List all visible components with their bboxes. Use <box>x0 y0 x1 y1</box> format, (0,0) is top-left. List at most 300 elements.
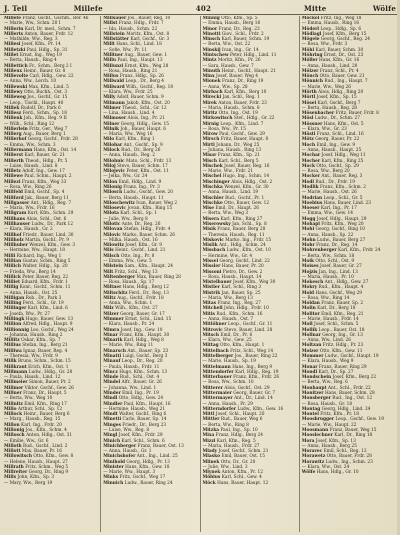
entry-details: Wenzel, Kfm., Gew. 3 <box>29 243 76 249</box>
entry-details: Emil, Dr., Pr. 6 <box>220 332 253 338</box>
entry-details: — Anna, Hausb., Ost. 25 <box>4 290 58 296</box>
entry-details: — Berta, Ww., Ost. 22 <box>202 42 251 48</box>
entry-surname: Moosmann <box>301 427 329 433</box>
entry-details: — Emma, Ww., Schm. 3 <box>4 142 56 148</box>
entry-surname: Möstl <box>301 132 316 138</box>
entry-surname: Mitlöhner <box>202 322 227 328</box>
entry-details: Fritz, Kfm., Pr. 18 <box>320 412 360 418</box>
entry-details: — Rosa, Ww., Frdr. 3 <box>301 42 348 48</box>
entry-surname: Milock <box>103 148 120 154</box>
entry-details: — Anna, Hausb., Lind. 20 <box>301 63 358 69</box>
entry-details: — Maria, Hausb., Pr. 10 <box>301 274 354 280</box>
entry-surname: Möhring <box>301 52 323 58</box>
entry-details: Otto, Bauer, Gew. 12 <box>224 200 270 206</box>
entry-details: Georg, Ing., Gr. 13 <box>322 332 363 338</box>
entry-surname: Milligan <box>4 295 25 301</box>
entry-details: Marko, Ing., Frdr. 15 <box>225 237 272 243</box>
entry-details: Rob., Dr., Park 3 <box>25 295 62 301</box>
entry-surname: Mölzer <box>301 68 319 74</box>
entry-surname: Mischek <box>202 163 223 169</box>
entry-surname: Milosevic <box>103 206 127 212</box>
entry-surname: Millionnig <box>4 327 30 333</box>
entry-surname: Milleux <box>4 68 23 74</box>
entry-details: Karl, Ing., Pr. 17 <box>320 206 357 212</box>
entry-details: Hans, Bauer, Pr. 20 <box>221 264 264 270</box>
entry-details: Franz, Dr., Reg. 14 <box>316 243 358 249</box>
entry-surname: Monitzer <box>301 390 324 396</box>
entry-details: Ludw., Kfm., Ost. 10 <box>226 248 271 254</box>
entry-surname: Mittermayer <box>202 396 233 402</box>
entry-details: — Rosa, Ww., Ring 14 <box>301 295 350 301</box>
entry-details: Otto, Kfm., Sp. 5 <box>221 16 258 21</box>
entry-details: Karl, Kfm., Lind. 6 <box>27 306 68 312</box>
entry-surname: Minder <box>103 390 121 396</box>
page-header <box>4 2 396 14</box>
entry-details: Rud., Ing., Ost. 12 <box>332 396 373 402</box>
entry-details: Aug., Gschf., Frdr. 18 <box>117 295 164 301</box>
entry-details: — Luise, Hausb., Lind. 8 <box>4 163 58 169</box>
entry-details: Karl, Ing., Frdr. 20 <box>21 422 62 428</box>
entry-details: Leo, Gschf., Weg 24 <box>30 327 74 333</box>
entry-details: Franz, Hdlg., Berg 24 <box>215 433 264 439</box>
entry-details: Josef, Kfm., Gr. 9 <box>125 243 162 249</box>
entry-details: Emil, Hdlg., Lind. 9 <box>118 179 162 185</box>
entry-surname: Mösenbacher <box>301 111 335 117</box>
entry-details: Joh., Bauer, Haupt. 6 <box>120 126 166 132</box>
entry-surname: Milliwa <box>4 348 22 354</box>
entry-details: Fritz, Ger., Weg 7 <box>29 126 68 132</box>
entry-details: Ludw., Bauer, Berg 27 <box>317 237 366 243</box>
entry-surname: Millgram <box>4 211 27 217</box>
entry-details: Fritz, Schm., Weg 5 <box>25 464 69 470</box>
entry-surname: Millick <box>4 274 21 280</box>
entry-details: Franz, Schl., Lind. 16 <box>316 132 364 138</box>
entry-surname: Mohrenberger <box>301 248 337 254</box>
entry-surname: Millosch <box>4 433 25 439</box>
entry-surname: Molzer <box>301 348 319 354</box>
entry-surname: Mischler <box>202 195 224 201</box>
entry-details: — Mathilde, Ww., Reg. 3 <box>4 37 58 43</box>
entry-details: Leop., Bauer, Ost. 18 <box>318 327 365 333</box>
entry-details: — Marie, Ww., Schm. 20 I <box>4 21 61 27</box>
entry-details: — Hermine, Hausb., Weg 21 <box>103 406 166 412</box>
entry-surname: Millford <box>4 195 24 201</box>
entry-details: — Lina, Hausb., Lind. 4 <box>103 111 155 117</box>
entry-surname: Mimmer <box>103 317 124 323</box>
header-center-title: Millefe <box>73 3 103 13</box>
entry-surname: Mötz <box>301 137 314 143</box>
header-middle <box>27 4 373 13</box>
entry-details: Fritz, Gschf., Weg 17 <box>119 475 166 481</box>
entry-details: — Emma, Ww., Gew. 5 <box>103 258 152 264</box>
entry-surname: Mitrovic <box>202 327 223 333</box>
entry-surname: Millmann <box>4 369 28 375</box>
entry-details: Karl, Kfm., Ring 27 <box>220 216 263 222</box>
entry-details: Karl, Schl., Sp. 1 <box>120 211 157 217</box>
entry-surname: Missbach <box>202 248 226 254</box>
entry-details: Georg, Hdlg., Lind. 24 <box>321 406 371 412</box>
entry-details: Friedr., Dr., Berg 23 <box>122 422 167 428</box>
entry-details: — Marie, Hausb., Sp. 19 <box>202 359 256 365</box>
entry-details: Georg, Gschf., Lind. 22 <box>219 258 270 264</box>
entry-surname: Minuth <box>202 68 221 74</box>
entry-details: Richard, Ing., Weg 1 <box>16 253 62 259</box>
entry-details: — Marie, Hausb., Frdr. 14 <box>301 317 359 323</box>
entry-details: Josef, Kfm., Weg 30 <box>232 280 276 286</box>
entry-details: Hans, Kfm., Gew. 18 <box>125 464 170 470</box>
entry-surname: Minatti <box>103 354 122 359</box>
entry-details: Anton, Bauer, Frdr. 12 <box>24 31 74 37</box>
entry-surname: Moch <box>301 142 316 148</box>
entry-details: — Sofie, Ww., Pr. 11 <box>103 47 147 53</box>
entry-details: Jakob, Kfm., Ost. 20 <box>126 100 170 106</box>
entry-details: Eduard, Kfm., Frdr. 1 <box>21 280 68 286</box>
entry-details: — Berta, Ww., Reg. 6 <box>301 380 348 386</box>
entry-surname: Milo <box>103 137 115 143</box>
entry-surname: Mistler <box>202 285 220 291</box>
entry-surname: Millerin <box>4 26 24 32</box>
entry-surname: Millerlein <box>4 126 28 132</box>
entry-surname: Millk <box>4 359 17 365</box>
entry-surname: Moebius <box>301 200 323 206</box>
entry-surname: Misera <box>202 216 220 222</box>
entry-details: Hans, Kfm., Ost. 5 <box>323 121 364 127</box>
entry-details: Karl, Schl., Ring 3 <box>221 285 262 291</box>
entry-surname: Mössner <box>301 121 323 127</box>
entry-details: — Anna, Hausb., Lind. 19 <box>202 190 259 196</box>
entry-details: Stevo, Bauer, Schm. 17 <box>117 163 168 169</box>
entry-details: Ante, Dr., Reg. 26 <box>121 221 161 227</box>
entry-surname: Milobar <box>103 142 123 148</box>
entry-details: Ant., Schl., Frdr. 22 <box>327 385 371 391</box>
entry-surname: Minde <box>103 375 119 381</box>
entry-surname: Mils <box>103 248 114 254</box>
entry-surname: Milloth <box>4 443 22 449</box>
entry-surname: Milstein <box>103 264 124 270</box>
entry-details: Franz, Ing., Pr. 3 <box>123 185 160 190</box>
entry-details: Otto, Ing., Pr. 8 <box>120 253 155 259</box>
column-2 <box>101 16 200 532</box>
entry-surname: Milltner <box>103 52 124 58</box>
entry-surname: Millreiter <box>4 470 28 476</box>
entry-details: Paul, Schm., Haupt. 2 <box>24 174 72 180</box>
entry-surname: Möhl <box>301 47 315 53</box>
entry-surname: Mönnich <box>301 79 323 85</box>
entry-details: Franz, Hdlg., Frdr. 7 <box>118 21 164 27</box>
entry-surname: Millonig <box>4 427 25 433</box>
entry-details: — Marie, Hausb., Ost. 26 <box>301 190 357 196</box>
entry-details: Ernst, Ing., Weg 19 <box>19 52 62 58</box>
entry-surname: Millian <box>4 258 22 264</box>
entry-surname: Milzer <box>103 311 119 317</box>
entry-details: Franz, Schl., Pr. 4 <box>319 68 359 74</box>
entry-surname: Millevolte <box>4 74 29 80</box>
entry-surname: Minskij <box>202 47 221 53</box>
entry-details: — Berta, Ww., Weg 10 <box>4 396 53 402</box>
entry-details: Jos., Kfm., Schm. 4 <box>25 427 67 433</box>
entry-surname: Molitor <box>301 311 320 317</box>
entry-surname: Minister <box>103 464 124 470</box>
entry-surname: Mirecki <box>202 95 222 101</box>
entry-details: — Berta, Hausb., Reg. 28 <box>301 105 358 111</box>
entry-surname: Millus <box>103 74 119 80</box>
entry-details: Jos., Gschf., Gr. 15 <box>27 95 68 101</box>
entry-surname: Mittelmann <box>202 364 231 370</box>
entry-surname: Millward <box>103 84 125 90</box>
entry-details: Ferd., Dr., Reg. 13 <box>128 290 169 296</box>
entry-surname: Möckel <box>301 16 320 21</box>
entry-details: — Hermine, Ww., Gr. 4 <box>202 253 253 259</box>
entry-details: Gustav, Schm., Ring 5 <box>22 258 71 264</box>
entry-details: — Jelka, Ww., Gr. 24 <box>103 174 148 180</box>
entry-details: Bruno, Schm., Schm. 15 <box>18 359 71 365</box>
entry-details: Ludw., Dr., Schm. 27 <box>314 116 360 122</box>
entry-surname: Mohl <box>301 227 315 233</box>
directory-entry <box>103 481 197 486</box>
entry-details: Oskar, Kfm., Sp. 7 <box>21 338 61 344</box>
entry-details: Franz, Kfm., Sp. 21 <box>217 153 260 159</box>
entry-details: Georg, Gschf., Ring 10 <box>315 227 365 233</box>
entry-details: — Maria, Ww., Berg 13 <box>202 295 253 301</box>
entry-surname: Millewe <box>4 174 23 180</box>
entry-surname: Millerhof <box>4 137 27 143</box>
entry-details: Ant., Bauer, Reg. 3 <box>321 174 363 180</box>
header-right: Wölfe <box>372 3 396 13</box>
entry-details: — Anna, Ww., Lerch. 10 <box>4 79 57 85</box>
entry-details: Georg, Hdlg., Pr. 13 <box>126 459 170 465</box>
header-left: J. Teil <box>4 3 28 13</box>
entry-details: Georg, Bauer, Gr. 17 <box>120 311 165 317</box>
entry-details: Franz, Dr., Reg. 23 <box>218 26 260 32</box>
entry-surname: Mittag <box>202 343 219 349</box>
entry-surname: Minar <box>103 332 118 338</box>
entry-details: Josef, Kfm., Frdr. 29 <box>118 433 163 439</box>
entry-surname: Millstätter <box>103 37 130 43</box>
entry-surname: Millowitsch <box>4 454 32 460</box>
entry-details: Fritz, Ing., Weg 18 <box>320 16 362 21</box>
entry-details: Rud., Bauer, Weg 6 <box>220 417 263 423</box>
entry-details: Anton, Hdlg., Ost. 31 <box>26 433 73 439</box>
entry-details: — Marg., Hausb., Reg. 15 <box>4 417 61 423</box>
entry-details: Josef, Hdlg., Haupt. 29 <box>316 216 367 222</box>
entry-surname: Minx <box>202 74 215 80</box>
entry-details: Karl, Dr. med., Schm. 7 <box>24 26 76 32</box>
entry-surname: Mittler <box>202 417 220 423</box>
entry-details: — Johanna, Ww., Lind. 1 <box>103 385 157 391</box>
entry-details: — Juliana, Hausb., Ring 13 <box>202 148 262 154</box>
entry-details: Karl, Gschf., Berg 7 <box>317 100 361 106</box>
entry-surname: Miloj <box>103 163 116 169</box>
entry-details: Otto, Bauer, Gew. 21 <box>319 74 365 80</box>
entry-details: — Berta, Ww., Schm. 18 <box>301 253 355 259</box>
entry-details: — Berta, Hausb., Haupt. 11 <box>103 195 164 201</box>
entry-surname: Montel <box>301 412 319 418</box>
entry-details: Theod., Schl., Gr. 12 <box>122 105 167 111</box>
entry-details: Georg, Bauer, Pr. 22 <box>315 137 360 143</box>
entry-surname: Mitterndorfer <box>202 406 236 412</box>
entry-surname: Miltz <box>103 295 116 301</box>
entry-details: Karl, Gschf., Gr. 3 <box>130 37 170 43</box>
entry-details: Emil, Gschf., Sp. 4 <box>24 190 65 196</box>
entry-details: Aug., Bauer, Gew. 1 <box>124 52 168 58</box>
entry-details: Ernst, Kfm., Weg 28 <box>124 63 169 69</box>
entry-surname: Minotti <box>202 31 221 37</box>
entry-details: Peter, Bauer, Reg. 22 <box>22 274 69 280</box>
entry-details: — Klara, Hausb., Gr. 2 <box>4 227 53 233</box>
entry-details: Emil, Schl., Reg. 12 <box>323 449 367 455</box>
entry-details: Heinr., Gschf., Lind. 21 <box>115 248 166 254</box>
entry-details: Peter, Hdlg., Lind. 11 <box>229 52 277 58</box>
entry-details: Ant., Hdlg., Gew. 27 <box>324 280 369 286</box>
entry-details: Emil, Dr., Haupt. 26 <box>215 206 259 212</box>
column-1 <box>2 16 101 532</box>
entry-surname: Minarsch <box>103 348 126 354</box>
entry-details: Ant., Dr., Lind. 14 <box>234 396 273 402</box>
entry-details: Franz, Kfm., Haupt. 30 <box>119 332 170 338</box>
entry-details: Josef, Kfm., Sp. 15 <box>316 95 357 101</box>
entry-surname: Millst <box>103 21 118 27</box>
entry-details: Paul, Hdlg., Sp. 31 <box>26 47 68 53</box>
entry-details: — Paula, Hausb., Frdr. 11 <box>103 364 160 370</box>
entry-details: Moritz, Kfm., Ost. 8 <box>126 31 170 37</box>
entry-details: Fritz, Kfm., Weg 20 <box>321 221 364 227</box>
entry-details: Franz, Gschf., Gschm., Ber. 46 <box>22 16 89 21</box>
entry-surname: Minichberger <box>103 443 137 449</box>
entry-details: Rud., Kfm., Haupt. 4 <box>318 285 364 291</box>
entry-details: — Ida, Hausb., Schm. 22 <box>103 26 158 32</box>
entry-details: Otto, Dr., Gr. 20 <box>220 459 256 465</box>
entry-surname: Mindt <box>103 412 118 418</box>
entry-details: Marko, Bauer, Schm. 26 <box>122 232 175 238</box>
entry-details: — Klara, Ww., Ost. 24 <box>301 464 350 470</box>
entry-surname: Mokesch <box>301 280 324 286</box>
entry-details: — Klara, Hausb., Pr. 24 <box>103 322 155 328</box>
entry-surname: Millwald <box>103 79 125 85</box>
entry-surname: Monhaupt <box>301 385 327 391</box>
entry-surname: Millewy <box>4 89 23 95</box>
entry-surname: Minks <box>103 475 119 481</box>
entry-surname: Misik <box>202 227 216 233</box>
entry-details: — Frieda, Ww., Berg 14 <box>4 269 56 275</box>
entry-details: — Theresia, Hausb., Reg. 11 <box>202 232 265 238</box>
entry-surname: Millig <box>4 285 19 291</box>
entry-details: Paul, Ing., Sp. 10 <box>220 427 258 433</box>
entry-surname: Millner <box>4 390 22 396</box>
entry-details: Georg, Gschf., Frdr. 28 <box>27 137 78 143</box>
entry-details: — Klara, Ww., Gr. 23 <box>301 126 347 132</box>
entry-details: — Julie, Ww., Lind. 3 <box>202 464 248 470</box>
entry-surname: Mooslechner <box>301 433 333 439</box>
entry-details: Otto, Kfm., Gew. 8 <box>33 454 74 460</box>
entry-details: Emil, Ing., Gew. 9 <box>316 142 356 148</box>
entry-surname: Mise <box>202 206 215 212</box>
entry-surname: Mintschew <box>202 52 229 58</box>
entry-surname: Mischka <box>202 185 223 190</box>
entry-details: Hans, Bauer, Lind. 23 <box>323 200 371 206</box>
entry-surname: Millgasser <box>4 200 30 206</box>
entry-surname: Mincz <box>103 369 118 375</box>
entry-surname: Millinger <box>4 306 27 312</box>
entry-details: — Anna, Hausb., Reg. 2 <box>103 153 155 159</box>
entry-surname: Mommer <box>301 354 324 359</box>
entry-surname: Mintz <box>202 58 217 64</box>
entry-surname: Millerts <box>4 31 24 37</box>
entry-details: Carl, Hdlg., Gew. 22 <box>29 74 74 80</box>
entry-details: Josef, Kfm., Berg 22 <box>332 375 377 381</box>
entry-details: Ernst, Dr., Ost. 23 <box>323 52 364 58</box>
entry-surname: Millo <box>4 406 17 412</box>
entry-details: Walter, Hdlg., Sp. 20 <box>22 264 68 270</box>
entry-details: Rud., Dr., Frdr. 19 <box>315 179 355 185</box>
entry-surname: Milletzki <box>4 47 26 53</box>
entry-surname: Monsberger <box>301 396 331 402</box>
entry-details: Fritz, Schl., Weg 14 <box>230 348 274 354</box>
entry-details: — Mary, Ww., Berg 19 <box>4 480 53 486</box>
entry-details: — Julie, Ww., Berg 8 <box>103 216 148 222</box>
entry-details: — Rosa, Ww., Berg 20 <box>301 169 350 175</box>
entry-surname: Mindl <box>103 396 118 402</box>
entry-details: Karl, Dr., Ring 18 <box>334 433 373 439</box>
entry-details: Ant., Ing., Lind. 25 <box>136 454 178 460</box>
entry-details: — Wilh., Schl., Ring 12 <box>4 121 55 127</box>
entry-surname: Wölfe <box>301 470 316 476</box>
entry-surname: Mlasko <box>202 454 220 460</box>
entry-details: Karl, Schl., Berg 5 <box>218 158 259 164</box>
entry-details: Wilh., Kfm., Ost. 27 <box>115 306 158 312</box>
entry-details: — Anna, Hausb., Berg 25 <box>301 443 357 449</box>
entry-details: Otto, Kfm., Haupt. 1 <box>220 343 265 349</box>
entry-surname: Moldan <box>301 301 320 307</box>
entry-surname: Millerth <box>4 158 24 164</box>
entry-details: Viktor, Gschf., Gew. 26 <box>24 385 74 391</box>
entry-surname: Minnig <box>202 16 220 21</box>
entry-surname: Missel <box>202 258 219 264</box>
entry-surname: Millhof <box>4 232 22 238</box>
entry-surname: Moeser <box>301 206 320 212</box>
entry-surname: Millmer <box>4 385 24 391</box>
entry-surname: Mohapl <box>301 221 320 227</box>
entry-surname: Milz <box>103 306 114 312</box>
entry-surname: Mollik <box>301 327 318 333</box>
entry-details: Franz, Bauer, Ost. 13 <box>137 443 184 449</box>
entry-details: Ludw., Dr., Park 12 <box>31 221 73 227</box>
entry-details: Karl, Hdlg., Weg 8 <box>123 338 164 344</box>
entry-details: Friedr., Bauer, Lind. 30 <box>22 232 74 238</box>
entry-surname: Mirek <box>202 100 217 106</box>
entry-details: Fritz, Bauer, Frdr. 8 <box>335 111 379 117</box>
entry-surname: Millius <box>4 343 21 349</box>
entry-surname: Mirnig <box>202 121 219 127</box>
entry-details: Wilh., Gschf., Reg. 18 <box>126 84 174 90</box>
entry-details: Jak., Bauer, Berg 11 <box>25 195 69 201</box>
entry-surname: Milner <box>103 121 120 127</box>
entry-surname: Modrian <box>301 195 323 201</box>
entry-details: Fritz, Bauer, Haupt. 8 <box>220 137 269 143</box>
entry-details: — Marie, Ww., Haupt. 22 <box>301 422 357 428</box>
entry-surname: Milota <box>103 211 119 217</box>
entry-surname: Miritz <box>202 111 218 117</box>
entry-details: — Emma, Ww., Gew. 14 <box>301 211 354 217</box>
entry-details: Hans, Bauer, Schm. 28 <box>324 390 375 396</box>
entry-surname: Millock <box>4 412 23 418</box>
entry-surname: Mischinger <box>202 179 230 185</box>
entry-surname: Millt <box>103 42 115 48</box>
entry-details: Ludw., Ing., Schm. 23 <box>325 459 373 465</box>
entry-details: Hans, Kfm., Gr. 16 <box>319 58 360 64</box>
entry-details: Stevo, Bauer, Lind. 28 <box>224 327 273 333</box>
entry-details: — Paula, Hausb., Lind. 12 <box>4 375 61 381</box>
entry-details: — Helene, Hausb., Haupt. 27 <box>4 459 68 465</box>
